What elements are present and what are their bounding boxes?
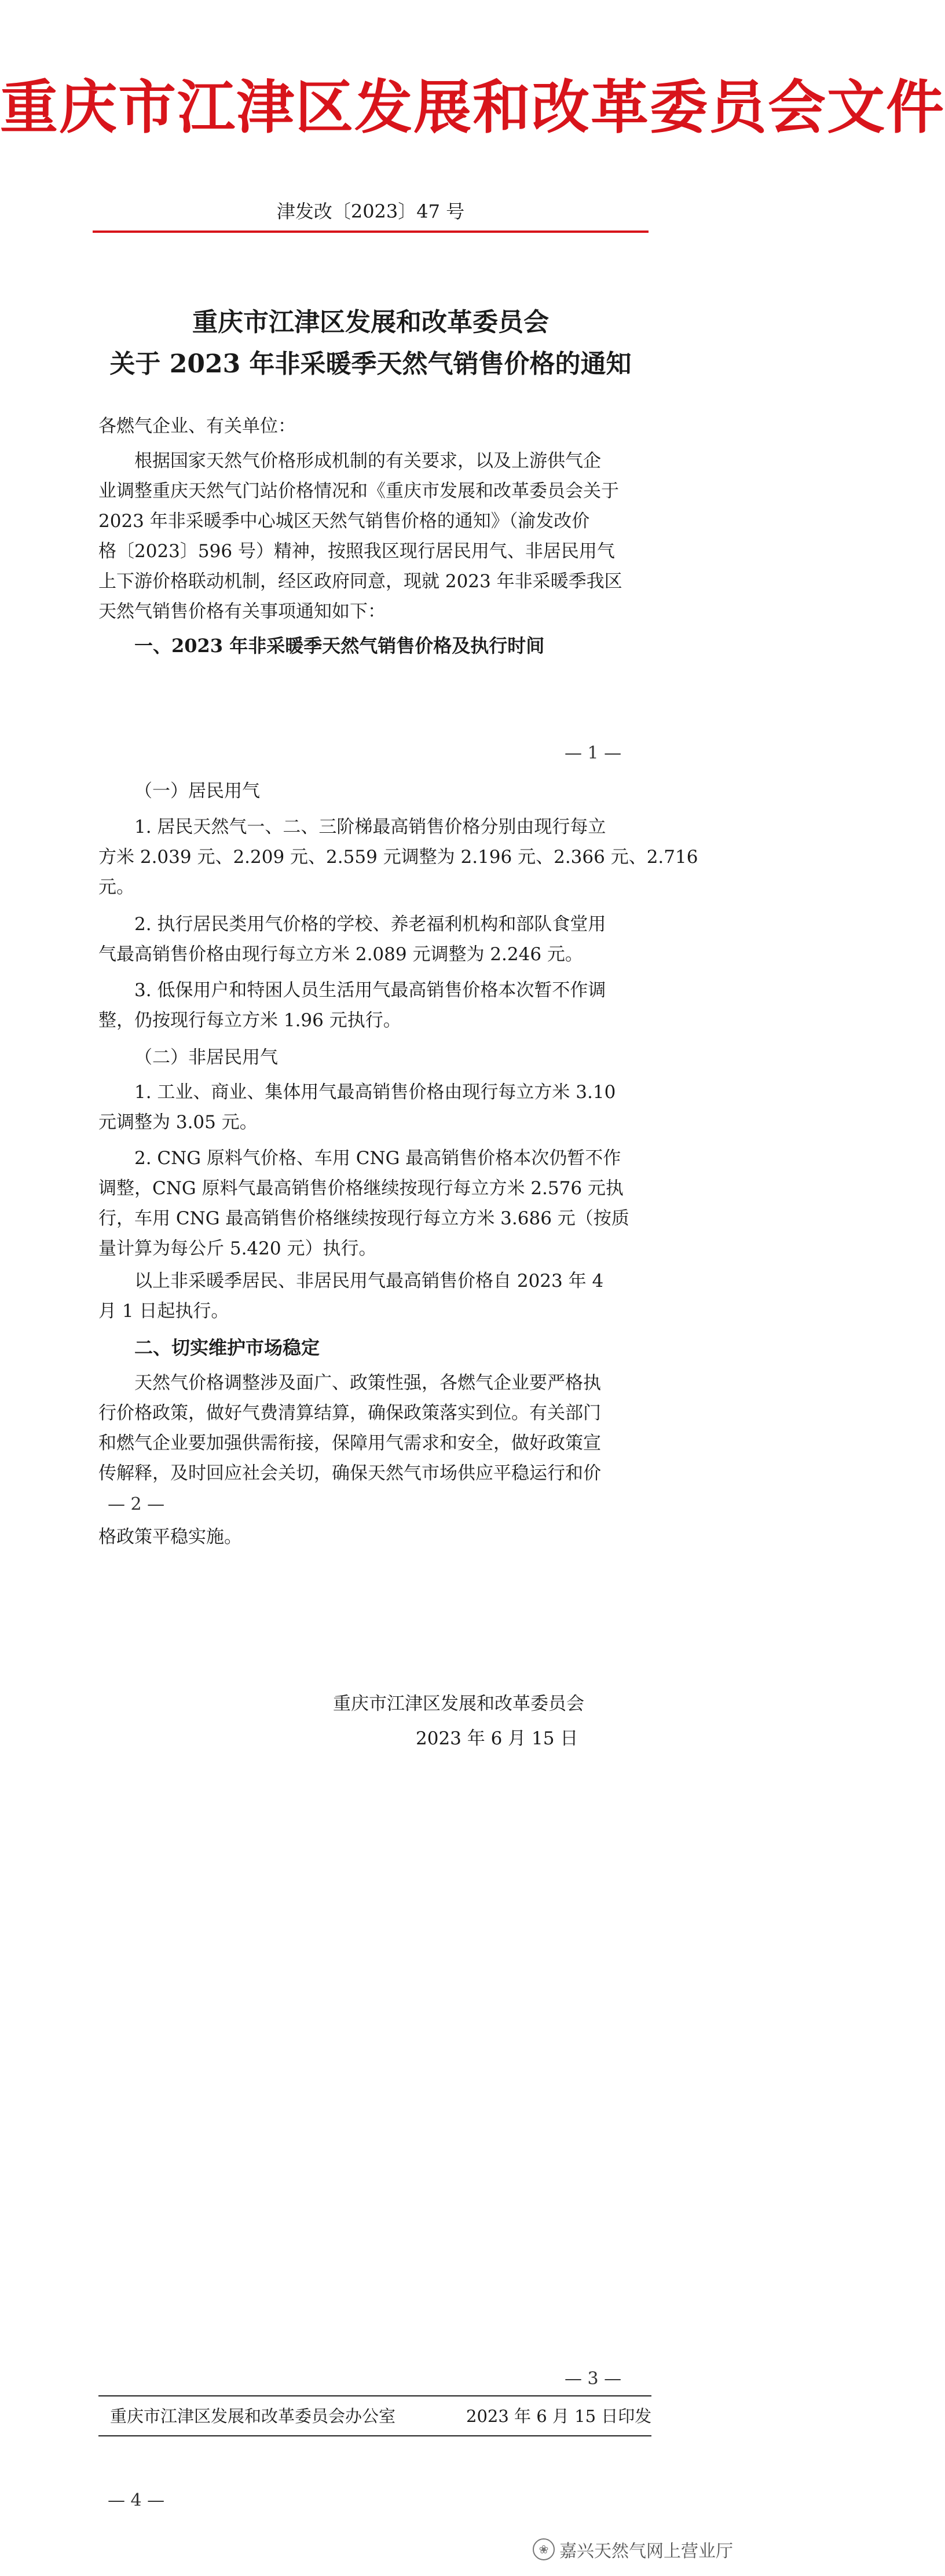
intro-line: 天然气销售价格有关事项通知如下： <box>98 601 386 622</box>
section-2-heading: 二、切实维护市场稳定 <box>134 1337 320 1359</box>
watermark-text: 嘉兴天然气网上营业厅 <box>559 2541 733 2562</box>
effective-line: 以上非采暖季居民、非居民用气最高销售价格自 2023 年 4 <box>134 1271 604 1291</box>
intro-line: 2023 年非采暖季中心城区天然气销售价格的通知》（渝发改价 <box>98 511 590 532</box>
residential-item-1-line: 方米 2.039 元、2.209 元、2.559 元调整为 2.196 元、2.366 元、2.716 <box>98 847 698 868</box>
section-2-line: 天然气价格调整涉及面广、政策性强，各燃气企业要严格执 <box>134 1373 601 1393</box>
residential-item-3-line: 3. 低保用户和特困人员生活用气最高销售价格本次暂不作调 <box>134 980 606 1001</box>
section-2-continuation-line: 格政策平稳实施。 <box>98 1527 242 1547</box>
nonresidential-item-2 <box>98 1143 651 1264</box>
effective-line: 月 1 日起执行。 <box>98 1301 229 1322</box>
footer-bottom-rule <box>98 2435 651 2436</box>
nonresidential-item-1-line: 1. 工业、商业、集体用气最高销售价格由现行每立方米 3.10 <box>134 1082 616 1103</box>
intro-line: 上下游价格联动机制，经区政府同意，现就 2023 年非采暖季我区 <box>98 571 622 592</box>
effective-date-paragraph <box>98 1266 651 1326</box>
document-header-title: 重庆市江津区发展和改革委员会文件 <box>0 73 945 141</box>
section-1-heading: 一、2023 年非采暖季天然气销售价格及执行时间 <box>134 635 545 657</box>
section-2-paragraph <box>98 1368 651 1488</box>
nonresidential-item-2-line: 2. CNG 原料气价格、车用 CNG 最高销售价格本次仍暂不作 <box>134 1148 621 1169</box>
nonresidential-item-1 <box>98 1077 651 1137</box>
addressee <box>98 411 651 441</box>
addressee-text: 各燃气企业、有关单位： <box>98 416 296 437</box>
nonresidential-heading: （二）非居民用气 <box>134 1047 278 1068</box>
page-number-2: — 2 — <box>108 1494 165 1514</box>
section-2-continuation <box>98 1522 651 1552</box>
residential-heading: （一）居民用气 <box>134 781 260 802</box>
signature-date: 2023 年 6 月 15 日 <box>416 1728 578 1749</box>
signature-org: 重庆市江津区发展和改革委员会 <box>333 1693 584 1714</box>
intro-line: 格〔2023〕596 号）精神，按照我区现行居民用气、非居民用气 <box>98 541 615 562</box>
page-number-3: — 3 — <box>565 2369 622 2389</box>
nonresidential-item-1-line: 元调整为 3.05 元。 <box>98 1112 258 1133</box>
intro-paragraph <box>98 446 651 627</box>
residential-item-1-line: 元。 <box>98 877 134 898</box>
intro-line: 业调整重庆天然气门站价格情况和《重庆市发展和改革委员会关于 <box>98 481 619 502</box>
residential-item-2 <box>98 909 651 969</box>
footer-print-date: 2023 年 6 月 15 日印发 <box>466 2406 652 2426</box>
residential-item-3-line: 整，仍按现行每立方米 1.96 元执行。 <box>98 1010 401 1031</box>
footer-top-rule <box>98 2395 651 2396</box>
nonresidential-item-2-line: 量计算为每公斤 5.420 元）执行。 <box>98 1238 377 1259</box>
watermark <box>533 2537 733 2562</box>
nonresidential-item-2-line: 行，车用 CNG 最高销售价格继续按现行每立方米 3.686 元（按质 <box>98 1208 629 1229</box>
section-2-line: 和燃气企业要加强供需衔接，保障用气需求和安全，做好政策宣 <box>98 1433 601 1454</box>
header-red-rule <box>93 230 649 233</box>
residential-item-2-line: 2. 执行居民类用气价格的学校、养老福利机构和部队食堂用 <box>134 914 606 935</box>
document-number: 津发改〔2023〕47 号 <box>276 200 465 222</box>
residential-item-2-line: 气最高销售价格由现行每立方米 2.089 元调整为 2.246 元。 <box>98 944 583 965</box>
wechat-icon: ❀ <box>533 2538 555 2560</box>
page-number-1: — 1 — <box>565 743 622 763</box>
residential-item-1 <box>98 812 698 902</box>
residential-item-3 <box>98 975 651 1035</box>
section-2-line: 传解释，及时回应社会关切，确保天然气市场供应平稳运行和价 <box>98 1463 601 1484</box>
notice-title-line-1: 重庆市江津区发展和改革委员会 <box>192 308 549 337</box>
intro-line: 根据国家天然气价格形成机制的有关要求，以及上游供气企 <box>134 451 601 471</box>
nonresidential-item-2-line: 调整，CNG 原料气最高销售价格继续按现行每立方米 2.576 元执 <box>98 1178 624 1199</box>
residential-item-1-line: 1. 居民天然气一、二、三阶梯最高销售价格分别由现行每立 <box>134 817 606 837</box>
page-number-4: — 4 — <box>108 2490 165 2511</box>
footer-office: 重庆市江津区发展和改革委员会办公室 <box>110 2406 396 2426</box>
section-2-line: 行价格政策，做好气费清算结算，确保政策落实到位。有关部门 <box>98 1403 601 1424</box>
notice-title-line-2: 关于 2023 年非采暖季天然气销售价格的通知 <box>109 349 632 379</box>
